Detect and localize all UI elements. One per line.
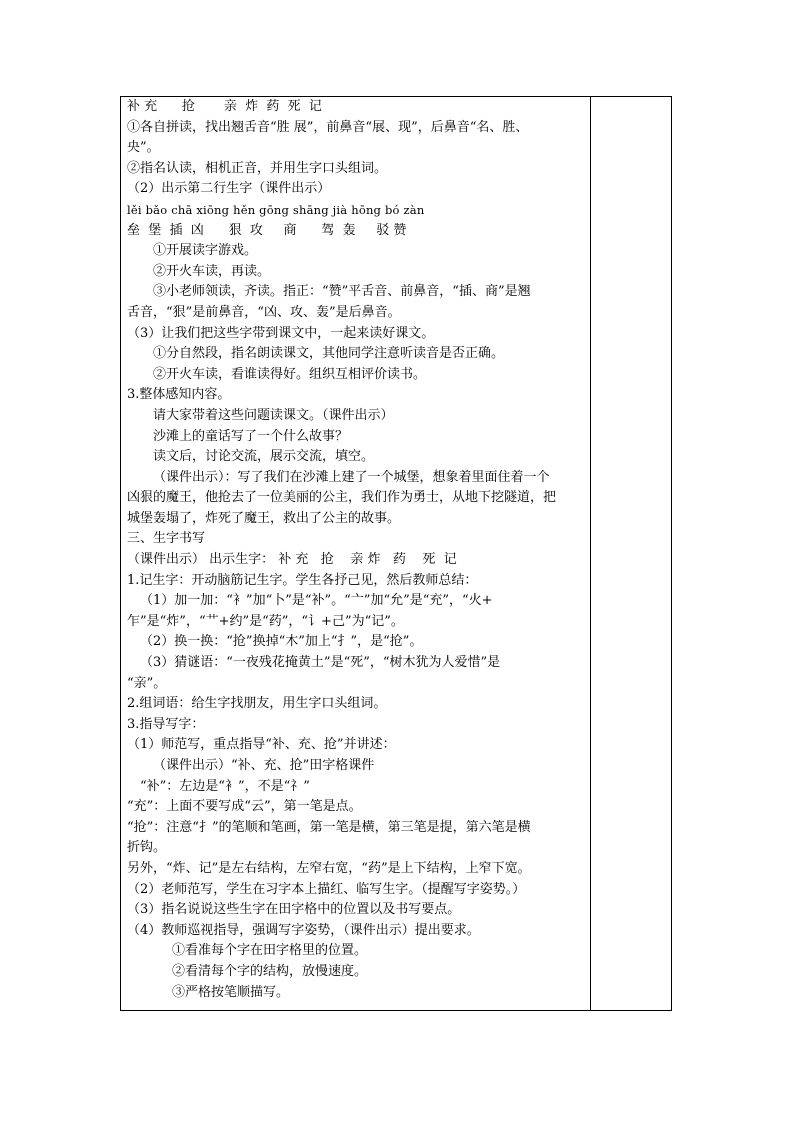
- lesson-content-cell: [127, 97, 587, 1003]
- text-line: ②开火车读，看谁读得好。组织互相评价读书。: [153, 366, 427, 382]
- text-line: “亲”。: [127, 675, 167, 691]
- text-line: 沙滩上的童话写了一个什么故事？: [153, 428, 349, 444]
- text-line: （4）教师巡视指导，强调写字姿势，（课件出示）提出要求。: [127, 922, 480, 938]
- text-line: ③严格按笔顺描写。: [172, 984, 290, 1000]
- text-line: 补 充 抢 亲 炸 药 死 记: [127, 99, 322, 114]
- text-line: 三、生字书写: [127, 531, 206, 547]
- text-line: ②指名认读，相机正音，并用生字口头组词。: [127, 160, 388, 176]
- text-line: “充”：上面不要写成“云”，第一笔是点。: [127, 799, 362, 815]
- text-line: （课件出示） 出示生字： 补 充 抢 亲 炸 药 死 记: [127, 552, 457, 568]
- text-line: （2）换一换：“抢”换掉“木”加上“扌”，是“抢”。: [140, 634, 423, 650]
- text-line: 另外，“炸、记”是左右结构，左窄右宽，“药”是上下结构，上窄下宽。: [127, 860, 531, 876]
- text-line: （1）师范写，重点指导“补、充、抢”并讲述：: [127, 737, 396, 753]
- text-line: （2）老师范写，学生在习字本上描红、临写生字。（提醒写字姿势。）: [127, 881, 526, 897]
- text-line: “补”：左边是“衤”，不是“礻”: [140, 778, 310, 794]
- text-line: 央”。: [127, 140, 160, 156]
- text-line: （课件出示）“补、充、抢”田字格课件: [153, 758, 375, 773]
- text-line: ①开展读字游戏。: [153, 243, 258, 259]
- text-line: 折钩。: [127, 840, 167, 856]
- text-line: ②看清每个字的结构，放慢速度。: [172, 963, 368, 979]
- text-line: ②开火车读，再读。: [153, 263, 271, 279]
- text-line: 凶狠的魔王，他抢去了一位美丽的公主，我们作为勇士，从地下挖隧道，把: [127, 490, 557, 506]
- text-line: 读文后，讨论交流，展示交流，填空。: [153, 449, 375, 465]
- text-line: 3.整体感知内容。: [127, 387, 231, 403]
- text-line: 1.记生字：开动脑筋记生字。学生各抒己见，然后教师总结：: [127, 572, 478, 588]
- text-line: 乍”是“炸”，“艹+约”是“药”，“讠+己”为“记”。: [127, 613, 404, 629]
- text-line: （2）出示第二行生字（课件出示）: [127, 181, 331, 197]
- text-line: 垒 堡 插 凶 狠 攻 商 驾 轰 驳 赞: [127, 222, 407, 238]
- text-line: （3）猜谜语：“一夜残花掩黄土”是“死”，“树木犹为人爱惜”是: [140, 655, 501, 671]
- notes-cell: [591, 97, 671, 1010]
- text-line: ①分自然段，指名朗读课文，其他同学注意听读音是否正确。: [153, 346, 505, 362]
- text-line: ③小老师领读，齐读。指正：“赞”平舌音、前鼻音，“插、商”是翘: [153, 284, 531, 300]
- text-line: （3）指名说说这些生字在田字格中的位置以及书写要点。: [127, 902, 461, 918]
- text-line: （1）加一加：“衤”加“卜”是“补”。“亠”加“允”是“充”，“火+: [140, 593, 493, 609]
- text-line: 2.组词语：给生字找朋友，用生字口头组词。: [127, 696, 387, 712]
- text-line: （课件出示）：写了我们在沙滩上建了一个城堡，想象着里面住着一个: [153, 469, 550, 485]
- text-line: 城堡轰塌了，炸死了魔王，救出了公主的故事。: [127, 510, 401, 526]
- text-line: “抢”：注意“扌”的笔顺和笔画，第一笔是横，第三笔是提，第六笔是横: [127, 819, 531, 835]
- text-line: 舌音，“狠”是前鼻音，“凶、攻、轰”是后鼻音。: [127, 304, 401, 320]
- text-line: ①各自拼读，找出翘舌音“胜 展”，前鼻音“展、现”，后鼻音“名、胜、: [127, 119, 529, 135]
- pinyin-line: lěi bǎo chā xiōng hěn gōng shāng jià hōng bó zàn: [127, 202, 425, 217]
- text-line: （3）让我们把这些字带到课文中，一起来读好课文。: [127, 325, 435, 341]
- text-line: 请大家带着这些问题读课文。（课件出示）: [153, 407, 394, 423]
- text-line: ①看准每个字在田字格里的位置。: [172, 943, 368, 959]
- text-line: 3.指导写字：: [127, 716, 205, 732]
- lesson-plan-table: [120, 96, 672, 1011]
